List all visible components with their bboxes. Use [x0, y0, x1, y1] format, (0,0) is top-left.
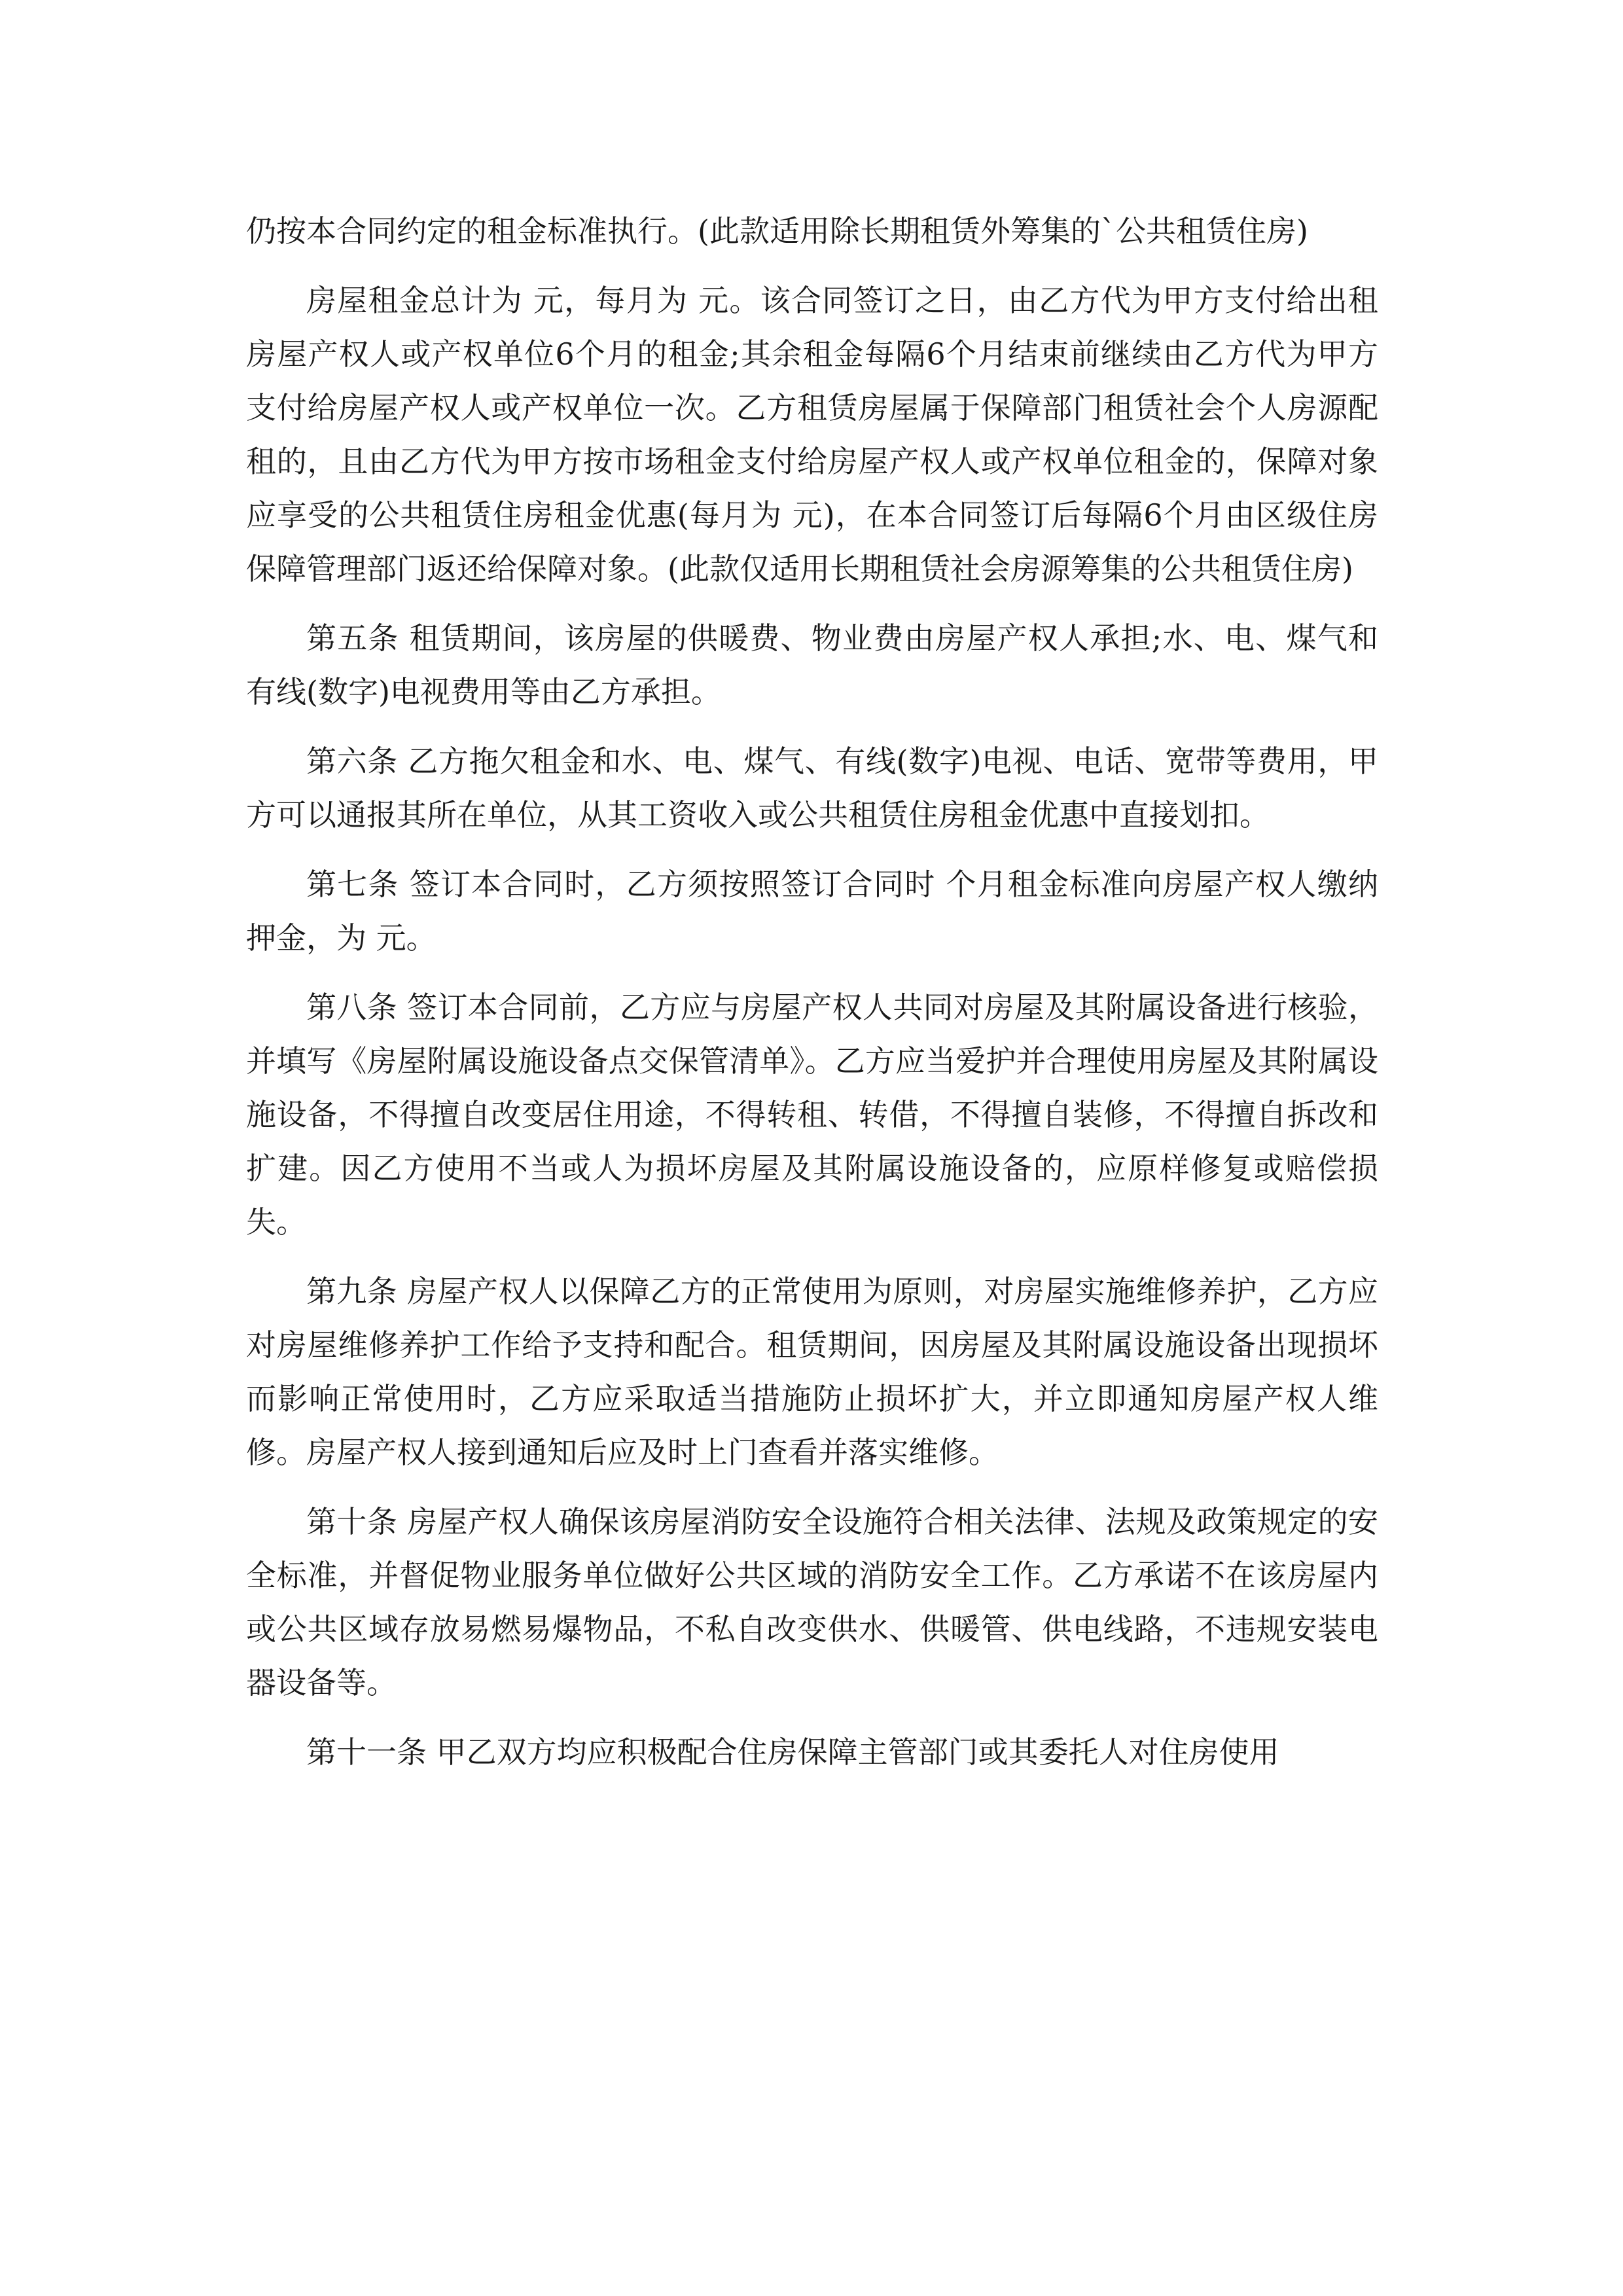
- paragraph-article-9: 第九条 房屋产权人以保障乙方的正常使用为原则，对房屋实施维修养护，乙方应对房屋维修养护工作给予支持和配合。租赁期间，因房屋及其附属设施设备出现损坏而影响正常使用时，乙方应采取适当措施防止损坏扩大，并立即通知房屋产权人维修。房屋产权人接到通知后应及时上门查看并落实维修。: [246, 1274, 1378, 1470]
- paragraph-article-11: 第十一条 甲乙双方均应积极配合住房保障主管部门或其委托人对住房使用: [306, 1734, 1279, 1770]
- paragraph-article-10: 第十条 房屋产权人确保该房屋消防安全设施符合相关法律、法规及政策规定的安全标准，并督促物业服务单位做好公共区域的消防安全工作。乙方承诺不在该房屋内或公共区域存放易燃易爆物品，不私自改变供水、供暖管、供电线路，不违规安装电器设备等。: [246, 1504, 1378, 1700]
- paragraph-article-5: 第五条 租赁期间，该房屋的供暖费、物业费由房屋产权人承担;水、电、煤气和有线(数字)电视费用等由乙方承担。: [246, 620, 1378, 709]
- paragraph-article-6: 第六条 乙方拖欠租金和水、电、煤气、有线(数字)电视、电话、宽带等费用，甲方可以通报其所在单位，从其工资收入或公共租赁住房租金优惠中直接划扣。: [246, 744, 1378, 833]
- paragraph-article-7: 第七条 签订本合同时，乙方须按照签订合同时 个月租金标准向房屋产权人缴纳押金，为 元。: [246, 867, 1378, 956]
- paragraph-article-8: 第八条 签订本合同前，乙方应与房屋产权人共同对房屋及其附属设备进行核验，并填写《房屋附属设施设备点交保管清单》。乙方应当爱护并合理使用房屋及其附属设施设备，不得擅自改变居住用途，不得转租、转借，不得擅自装修，不得擅自拆改和扩建。因乙方使用不当或人为损坏房屋及其附属设施设备的，应原样修复或赔偿损失。: [246, 990, 1378, 1240]
- paragraph-continuation: 仍按本合同约定的租金标准执行。(此款适用除长期租赁外筹集的`公共租赁住房): [246, 213, 1308, 249]
- paragraph-rent-total: 房屋租金总计为 元，每月为 元。该合同签订之日，由乙方代为甲方支付给出租房屋产权人或产权单位6个月的租金;其余租金每隔6个月结束前继续由乙方代为甲方支付给房屋产权人或产权单位一次。乙方租赁房屋属于保障部门租赁社会个人房源配租的，且由乙方代为甲方按市场租金支付给房屋产权人或产权单位租金的，保障对象应享受的公共租赁住房租金优惠(每月为 元)，在本合同签订后每隔6个月由区级住房保障管理部门返还给保障对象。(此款仅适用长期租赁社会房源筹集的公共租赁住房): [246, 283, 1378, 586]
- contract-body: [246, 204, 1378, 1795]
